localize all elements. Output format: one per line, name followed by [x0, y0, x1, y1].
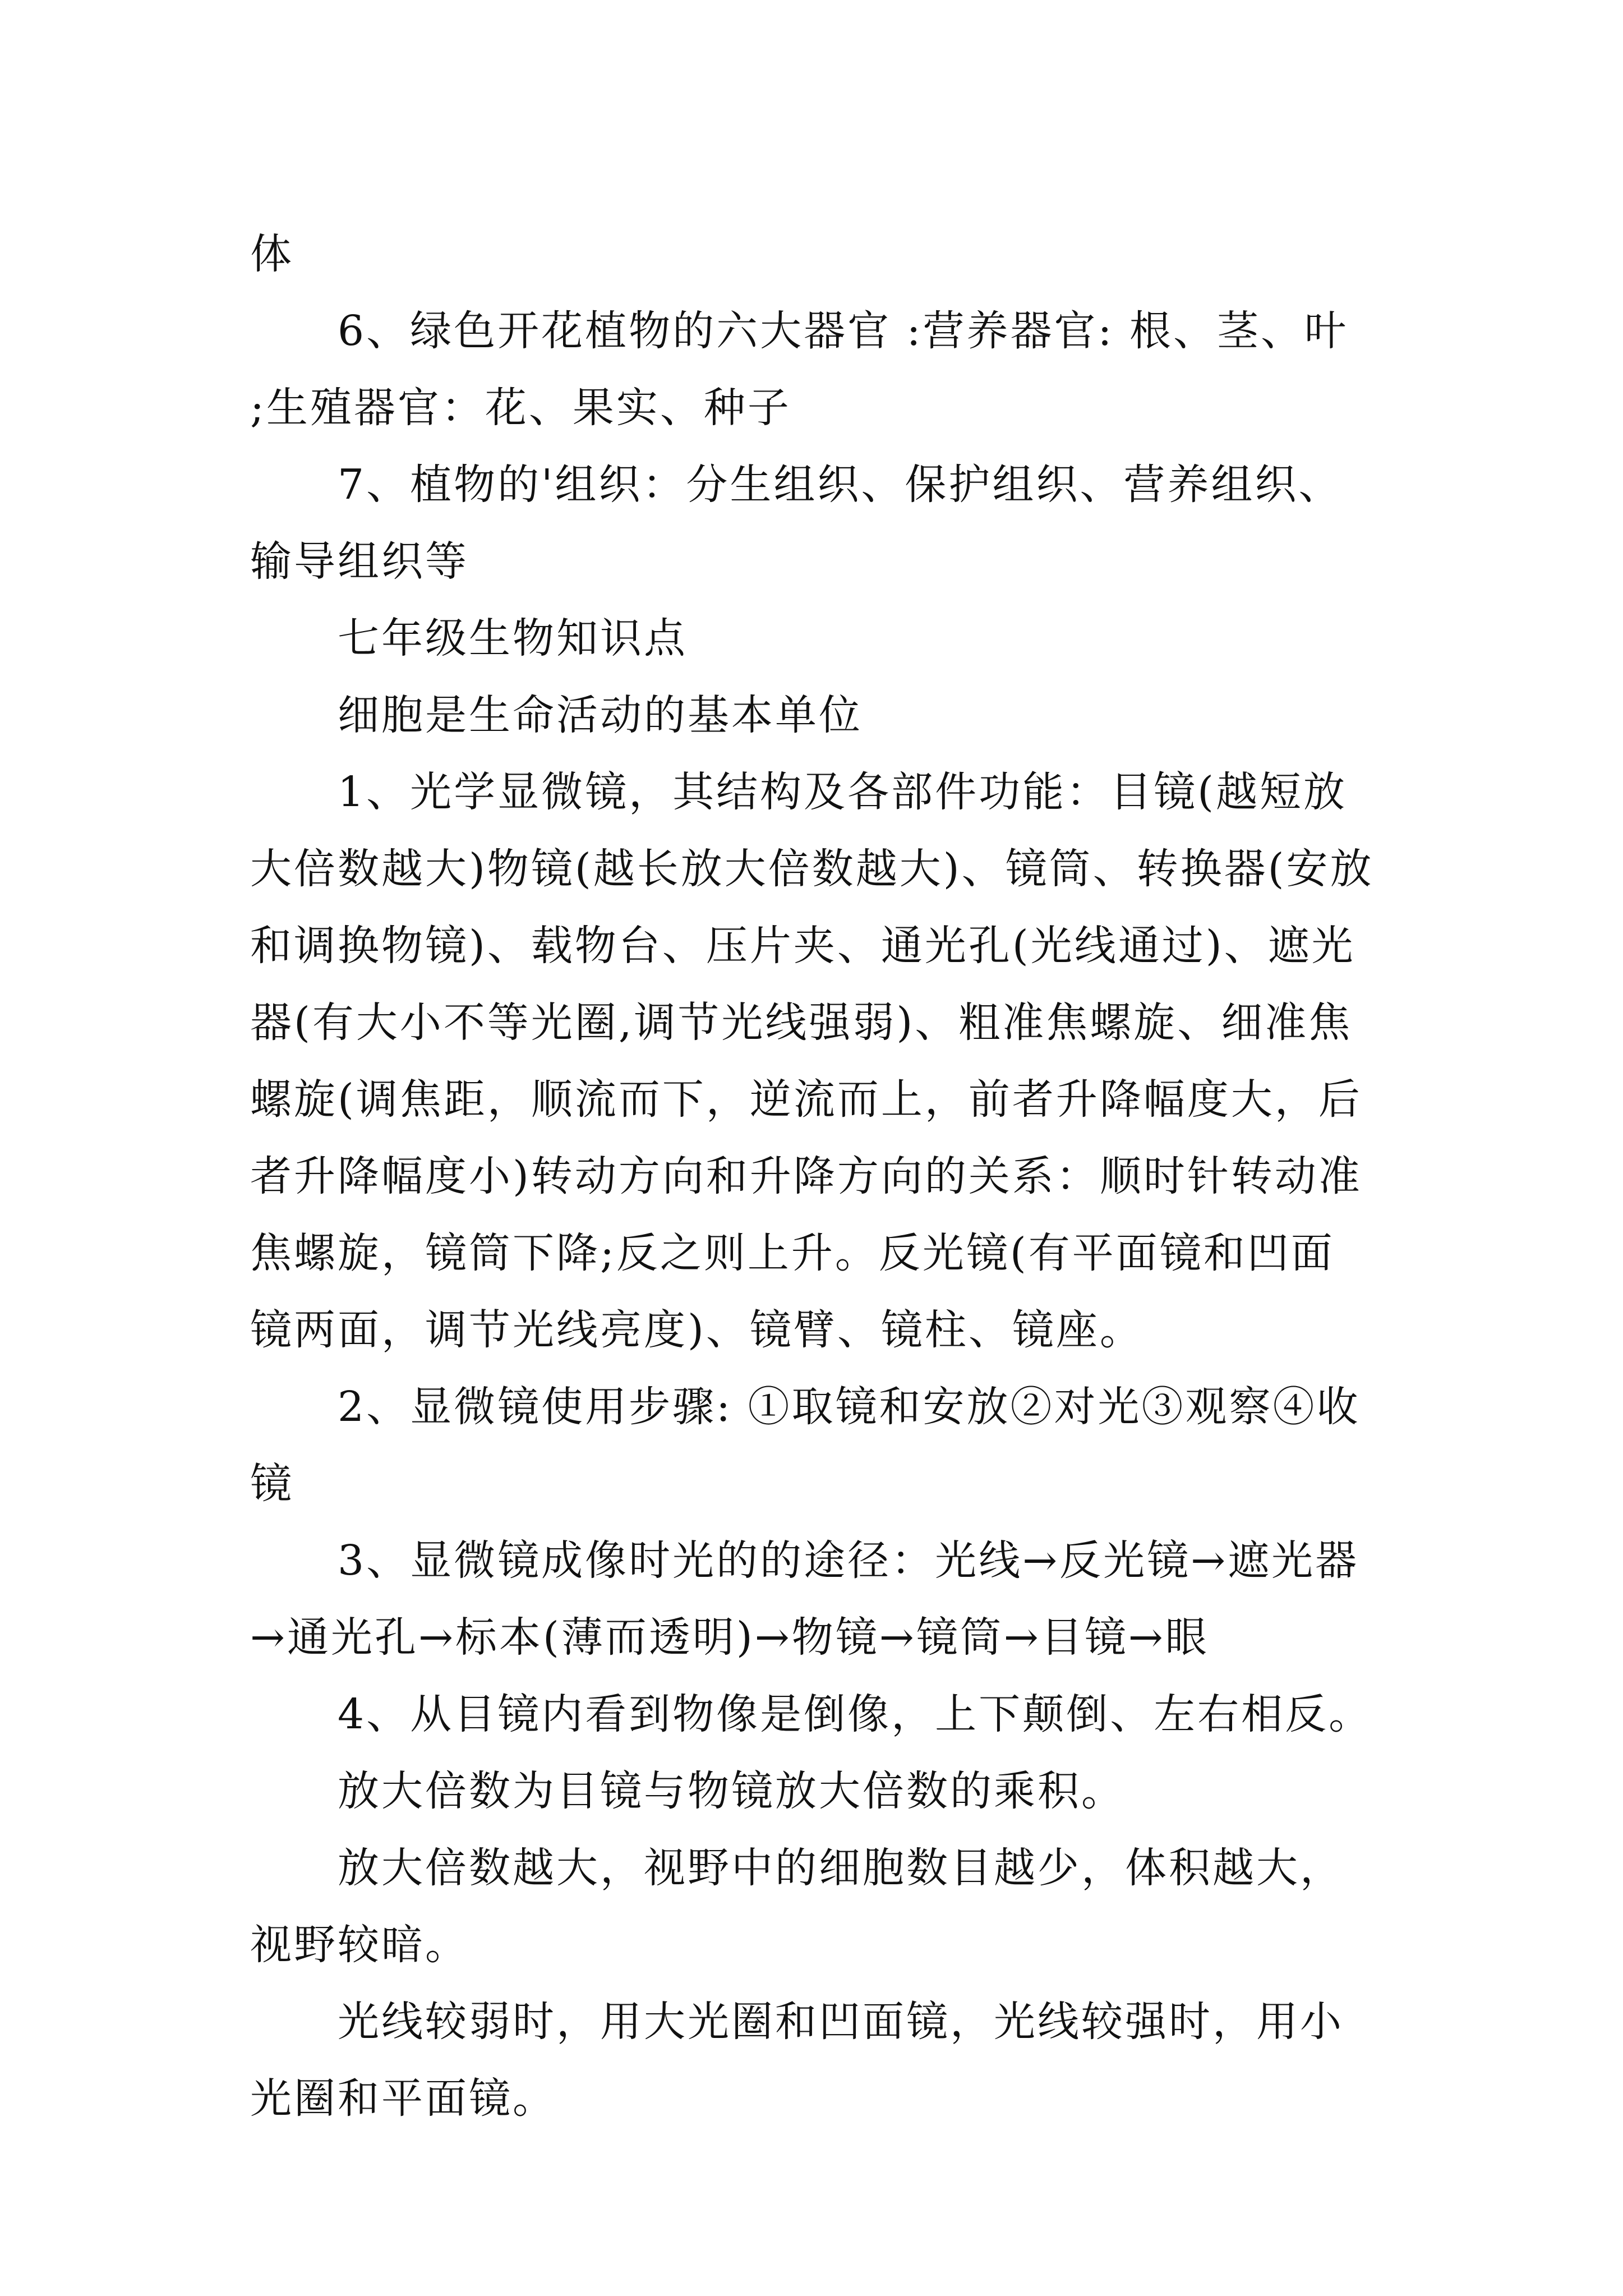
paragraph-item-4-image: 4、从目镜内看到物像是倒像，上下颠倒、左右相反。 [338, 1690, 1373, 1738]
paragraph-item-3-light-path: 3、显微镜成像时光的的途径：光线→反光镜→遮光器→通光孔→标本(薄而透明)→物镜→镜筒→目镜→眼 [250, 1536, 1359, 1662]
paragraph-item-7-tissues: 7、植物的'组织：分生组织、保护组织、营养组织、输导组织等 [250, 461, 1343, 586]
paragraph-light-adjustment: 光线较弱时，用大光圈和凹面镜，光线较强时，用小光圈和平面镜。 [250, 1998, 1344, 2123]
section-subheading: 细胞是生命活动的基本单位 [338, 691, 863, 739]
paragraph-field-of-view: 放大倍数越大，视野中的细胞数目越少，体积越大，视野较暗。 [250, 1844, 1344, 1969]
document-body [250, 216, 1377, 2137]
section-heading: 七年级生物知识点 [338, 614, 688, 662]
paragraph-item-6-organs: 6、绿色开花植物的六大器官 :营养器官: 根、茎、叶 ;生殖器官：花、果实、种子 [250, 307, 1348, 432]
paragraph-continuation: 体 [250, 230, 294, 278]
paragraph-item-2-steps: 2、显微镜使用步骤: ①取镜和安放②对光③观察④收镜 [250, 1383, 1361, 1508]
paragraph-item-1-microscope: 1、光学显微镜，其结构及各部件功能：目镜(越短放大倍数越大)物镜(越长放大倍数越大)、镜筒、转换器(安放和调换物镜)、载物台、压片夹、通光孔(光线通过)、遮光器(有大小不等光圈,调节光线强弱)、粗准焦螺旋、细准焦螺旋(调焦距，顺流而下，逆流而上，前者升降幅度大，后者升降幅度小)转动方向和升降方向的关系：顺时针转动准焦螺旋，镜筒下降;反之则上升。反光镜(有平面镜和凹面镜两面，调节光线亮度)、镜臂、镜柱、镜座。 [250, 768, 1374, 1354]
paragraph-magnification: 放大倍数为目镜与物镜放大倍数的乘积。 [338, 1767, 1125, 1815]
